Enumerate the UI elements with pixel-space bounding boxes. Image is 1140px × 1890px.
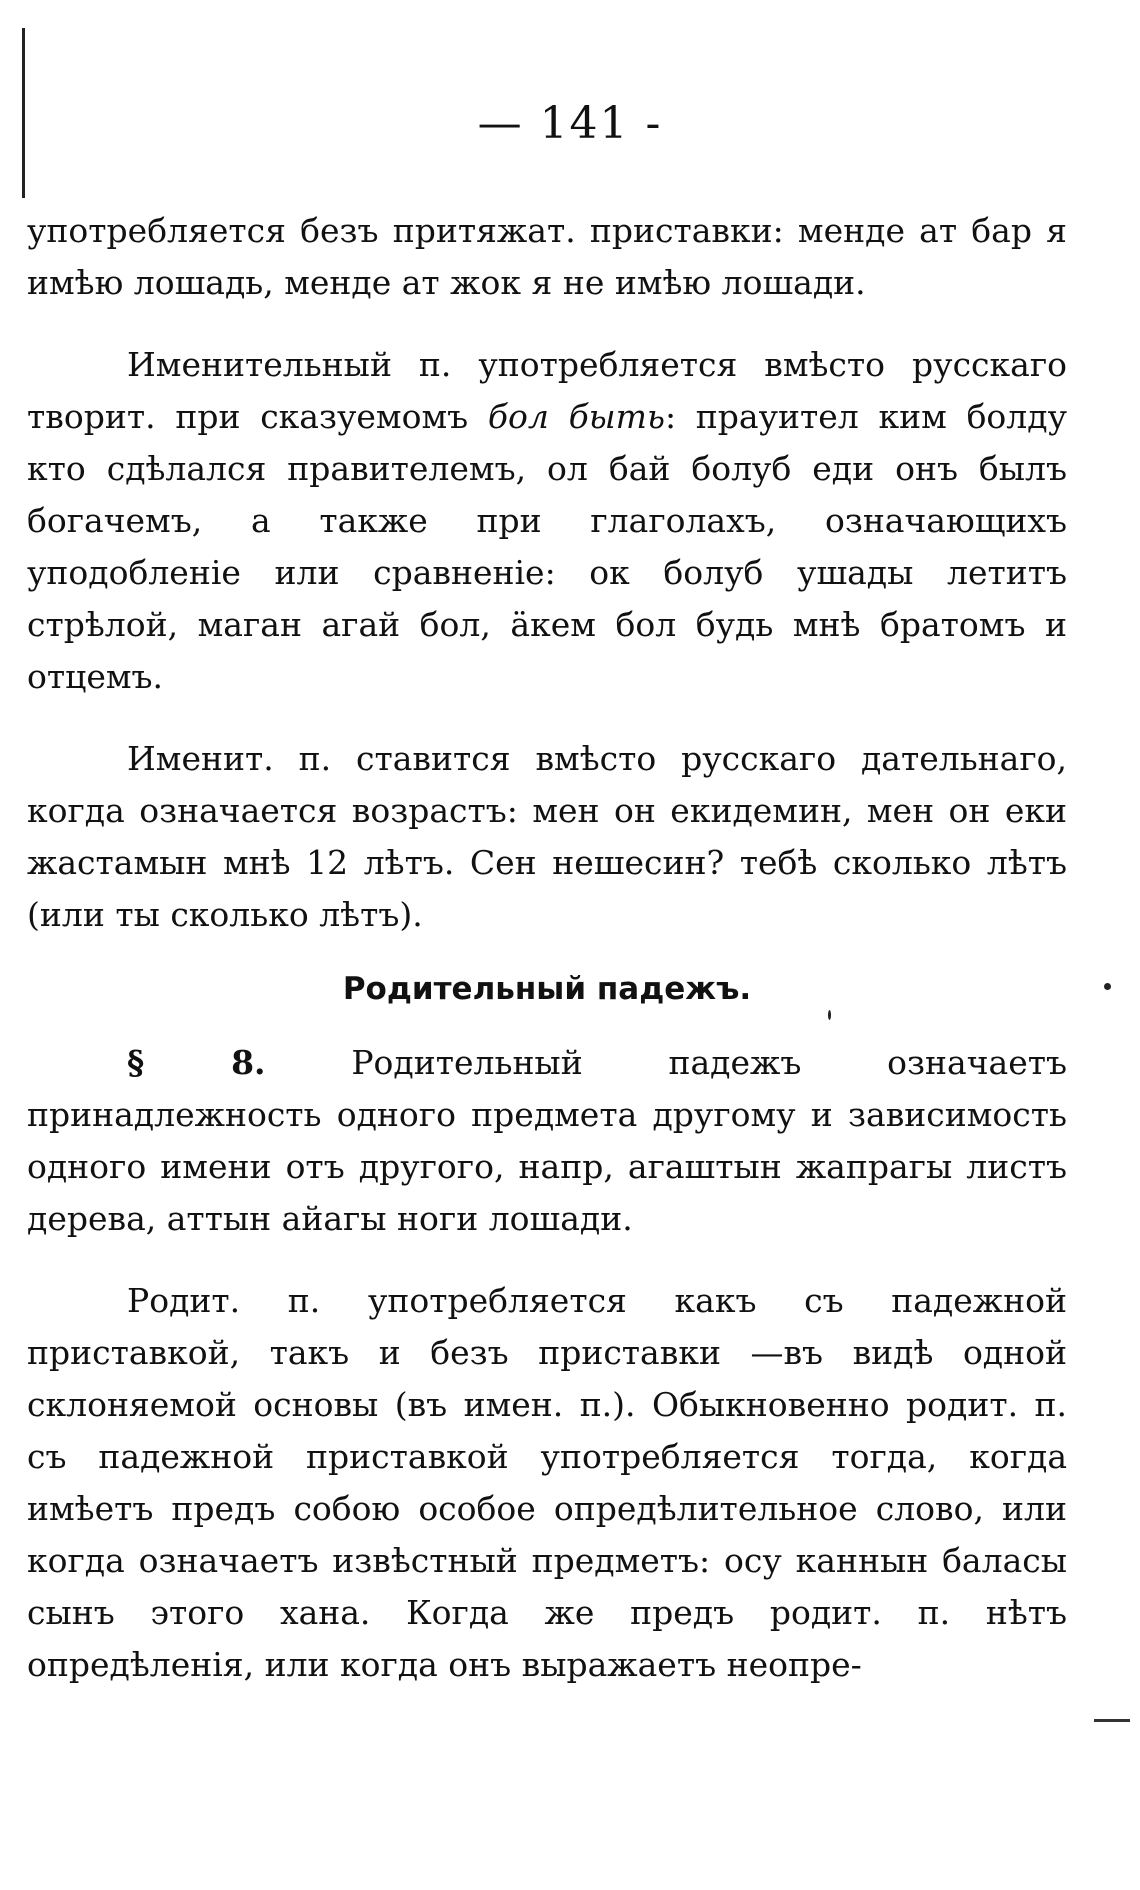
- paragraph-text-start: Именительный п. употребляется вмѣсто русскаго творит. при сказуемомъ: [27, 345, 1067, 436]
- print-dash: [1094, 1719, 1130, 1722]
- italic-term: бол быть: [487, 397, 665, 436]
- paragraph-nominative-predicate: [27, 339, 1067, 703]
- paragraph-section-8: [27, 1037, 1067, 1245]
- print-speck: [828, 1010, 831, 1020]
- section-heading: Родительный падежъ.: [342, 971, 752, 1007]
- paragraph-genitive-usage: Родит. п. употребляется какъ съ падежной приставкой, такъ и безъ приставки —въ видѣ одной склоняемой основы (въ имен. п.). Обыкновенно родит. п. съ падежной приставкой употребляется тогда, когда имѣетъ предъ собою особое опредѣлительное слово, или когда означаетъ извѣстный предметъ: осу каннын баласы сынъ этого хана. Когда же предъ родит. п. нѣтъ опредѣленія, или когда онъ выражаетъ неопре-: [27, 1281, 1067, 1684]
- page-number: — 141 -: [477, 98, 663, 149]
- print-speck: [1104, 983, 1111, 990]
- section-text: Родительный падежъ означаетъ принадлежность одного предмета другому и зависимость одного имени отъ другого, напр, агаштын жапрагы листъ дерева, аттын айагы ноги лошади.: [27, 1043, 1067, 1238]
- paragraph-continued: употребляется безъ притяжат. приставки: менде ат бар я имѣю лошадь, менде ат жок я не имѣю лошади.: [27, 211, 1067, 302]
- paragraph-nominative-age: Именит. п. ставится вмѣсто русскаго дательнаго, когда означается возрастъ: мен он екидемин, мен он еки жастамын мнѣ 12 лѣтъ. Сен нешесин? тебѣ сколько лѣтъ (или ты сколько лѣтъ).: [27, 739, 1067, 934]
- paragraph-text-end: : прауител ким болду кто сдѣлался правителемъ, ол бай болуб еди онъ былъ богачемъ, а также при глаголахъ, означающихъ уподобленіе или сравненіе: ок болуб ушады летитъ стрѣлой, маган агай бол, äкем бол будь мнѣ братомъ и отцемъ.: [27, 397, 1067, 696]
- page-body: [27, 205, 1067, 1721]
- section-mark: § 8.: [127, 1043, 266, 1082]
